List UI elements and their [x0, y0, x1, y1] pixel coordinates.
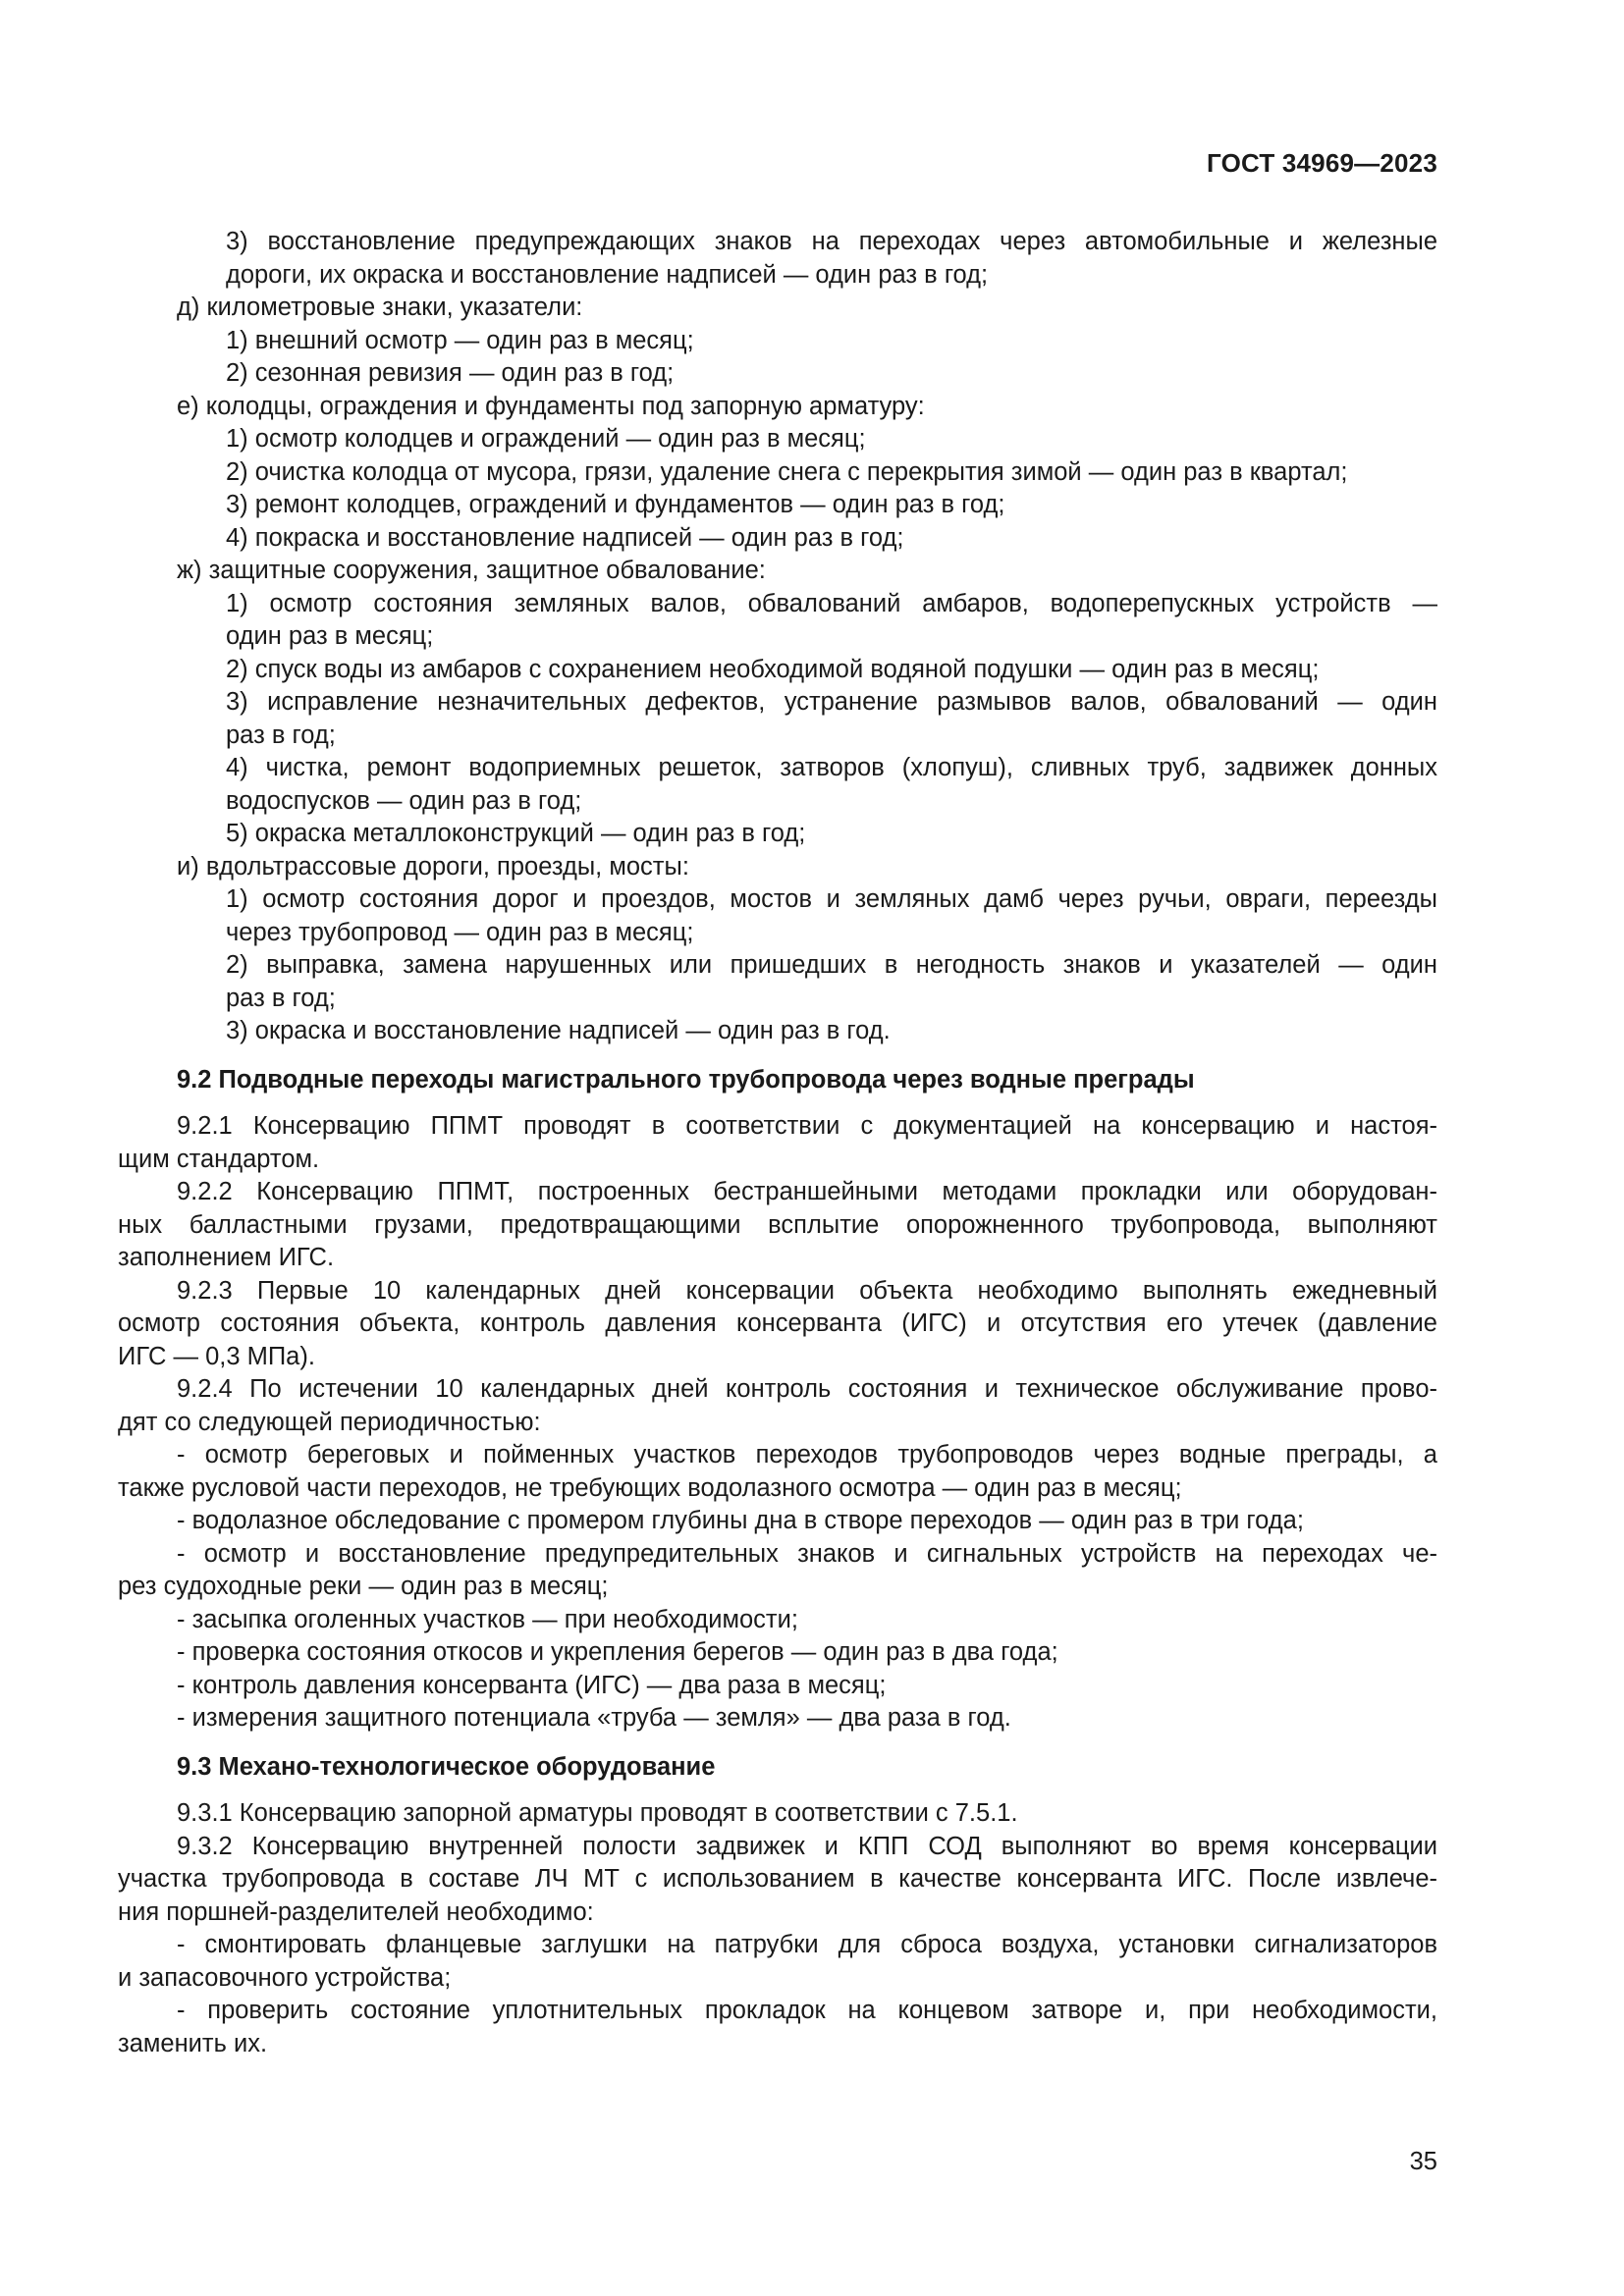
text-line: 1) осмотр колодцев и ограждений — один раз в месяц; — [226, 425, 866, 453]
text-line: заменить их. — [118, 2029, 268, 2057]
text-line: участка трубопровода в составе ЛЧ МТ с использованием в качестве консерванта ИГС. После извлече- — [118, 1865, 1437, 1893]
text-line: 9.2.2 Консервацию ППМТ, построенных бестраншейными методами прокладки или оборудован- — [177, 1178, 1437, 1205]
text-line: осмотр состояния объекта, контроль давления консерванта (ИГС) и отсутствия его утечек (давление — [118, 1309, 1437, 1337]
text-line: 9.2.1 Консервацию ППМТ проводят в соответствии с документацией на консервацию и настоя- — [177, 1112, 1437, 1140]
text-line: 9.3.2 Консервацию внутренней полости задвижек и КПП СОД выполняют во время консервации — [177, 1832, 1437, 1860]
text-line: - смонтировать фланцевые заглушки на патрубки для сброса воздуха, установки сигнализаторов — [177, 1931, 1437, 1958]
text-line: - водолазное обследование с промером глубины дна в створе переходов — один раз в три года; — [177, 1507, 1304, 1534]
text-line: 3) восстановление предупреждающих знаков на переходах через автомобильные и железные — [226, 228, 1437, 255]
text-line: 4) покраска и восстановление надписей — один раз в год; — [226, 523, 904, 552]
text-line: также русловой части переходов, не требующих водолазного осмотра — один раз в месяц; — [118, 1473, 1182, 1502]
text-line: и запасовочного устройства; — [118, 1963, 452, 1992]
text-line: 1) осмотр состояния земляных валов, обвалований амбаров, водоперепускных устройств — — [226, 589, 1437, 617]
text-line: 1) осмотр состояния дорог и проездов, мостов и земляных дамб через ручьи, овраги, переезды — [226, 885, 1437, 913]
text-line: 3) исправление незначительных дефектов, устранение размывов валов, обвалований — один — [226, 688, 1437, 716]
text-line: 2) выправка, замена нарушенных или пришедших в негодность знаков и указателей — один — [226, 951, 1437, 979]
text-line: раз в год; — [226, 721, 336, 749]
text-line: 4) чистка, ремонт водоприемных решеток, затворов (хлопуш), сливных труб, задвижек донных — [226, 754, 1437, 781]
text-line: через трубопровод — один раз в месяц; — [226, 918, 694, 946]
text-line: ж) защитные сооружения, защитное обвалование: — [177, 557, 766, 584]
text-line: и) вдольтрассовые дороги, проезды, мосты: — [177, 852, 689, 881]
text-line: - осмотр и восстановление предупредительных знаков и сигнальных устройств на переходах че- — [177, 1539, 1437, 1568]
text-line: д) километровые знаки, указатели: — [177, 294, 583, 321]
text-line: ИГС — 0,3 МПа). — [118, 1342, 315, 1370]
text-line: 9.2.4 По истечении 10 календарных дней контроль состояния и техническое обслуживание прово- — [177, 1375, 1437, 1403]
text-line: 2) сезонная ревизия — один раз в год; — [226, 359, 675, 387]
text-line: дят со следующей периодичностью: — [118, 1408, 541, 1436]
text-line: один раз в месяц; — [226, 622, 434, 650]
text-line: 9.3.1 Консервацию запорной арматуры проводят в соответствии с 7.5.1. — [177, 1799, 1018, 1827]
text-line: - засыпка оголенных участков — при необходимости; — [177, 1605, 798, 1633]
document-body — [118, 226, 1437, 2060]
section-heading: 9.3 Механо-технологическое оборудование — [177, 1752, 716, 1781]
text-line: 3) ремонт колодцев, ограждений и фундаментов — один раз в год; — [226, 491, 1005, 518]
text-line: рез судоходные реки — один раз в месяц; — [118, 1573, 609, 1600]
text-line: 9.2.3 Первые 10 календарных дней консервации объекта необходимо выполнять ежедневный — [177, 1276, 1437, 1305]
text-line: 2) очистка колодца от мусора, грязи, удаление снега с перекрытия зимой — один раз в квартал; — [226, 457, 1348, 486]
text-line: - контроль давления консерванта (ИГС) — два раза в месяц; — [177, 1671, 887, 1699]
text-line: щим стандартом. — [118, 1145, 320, 1173]
text-line: 2) спуск воды из амбаров с сохранением необходимой водяной подушки — один раз в месяц; — [226, 655, 1320, 683]
text-line: - проверить состояние уплотнительных прокладок на концевом затворе и, при необходимости, — [177, 1997, 1437, 2024]
document-code-header: ГОСТ 34969—2023 — [1207, 148, 1437, 178]
text-line: ния поршней-разделителей необходимо: — [118, 1897, 594, 1926]
text-line: - измерения защитного потенциала «труба — земля» — два раза в год. — [177, 1704, 1011, 1732]
text-line: - осмотр береговых и пойменных участков переходов трубопроводов через водные преграды, а — [177, 1441, 1437, 1468]
text-line: 5) окраска металлоконструкций — один раз в год; — [226, 820, 806, 847]
text-line: дороги, их окраска и восстановление надписей — один раз в год; — [226, 260, 989, 289]
text-line: заполнением ИГС. — [118, 1244, 335, 1271]
text-line: раз в год; — [226, 984, 336, 1012]
section-heading: 9.2 Подводные переходы магистрального трубопровода через водные преграды — [177, 1065, 1195, 1094]
text-line: - проверка состояния откосов и укрепления берегов — один раз в два года; — [177, 1638, 1058, 1666]
page-number: 35 — [1409, 2148, 1437, 2175]
text-line: е) колодцы, ограждения и фундаменты под запорную арматуру: — [177, 392, 925, 420]
text-line: 3) окраска и восстановление надписей — один раз в год. — [226, 1017, 891, 1044]
text-line: водоспусков — один раз в год; — [226, 786, 582, 815]
text-line: 1) внешний осмотр — один раз в месяц; — [226, 326, 694, 354]
text-line: ных балластными грузами, предотвращающими всплытие опорожненного трубопровода, выполняют — [118, 1210, 1437, 1239]
